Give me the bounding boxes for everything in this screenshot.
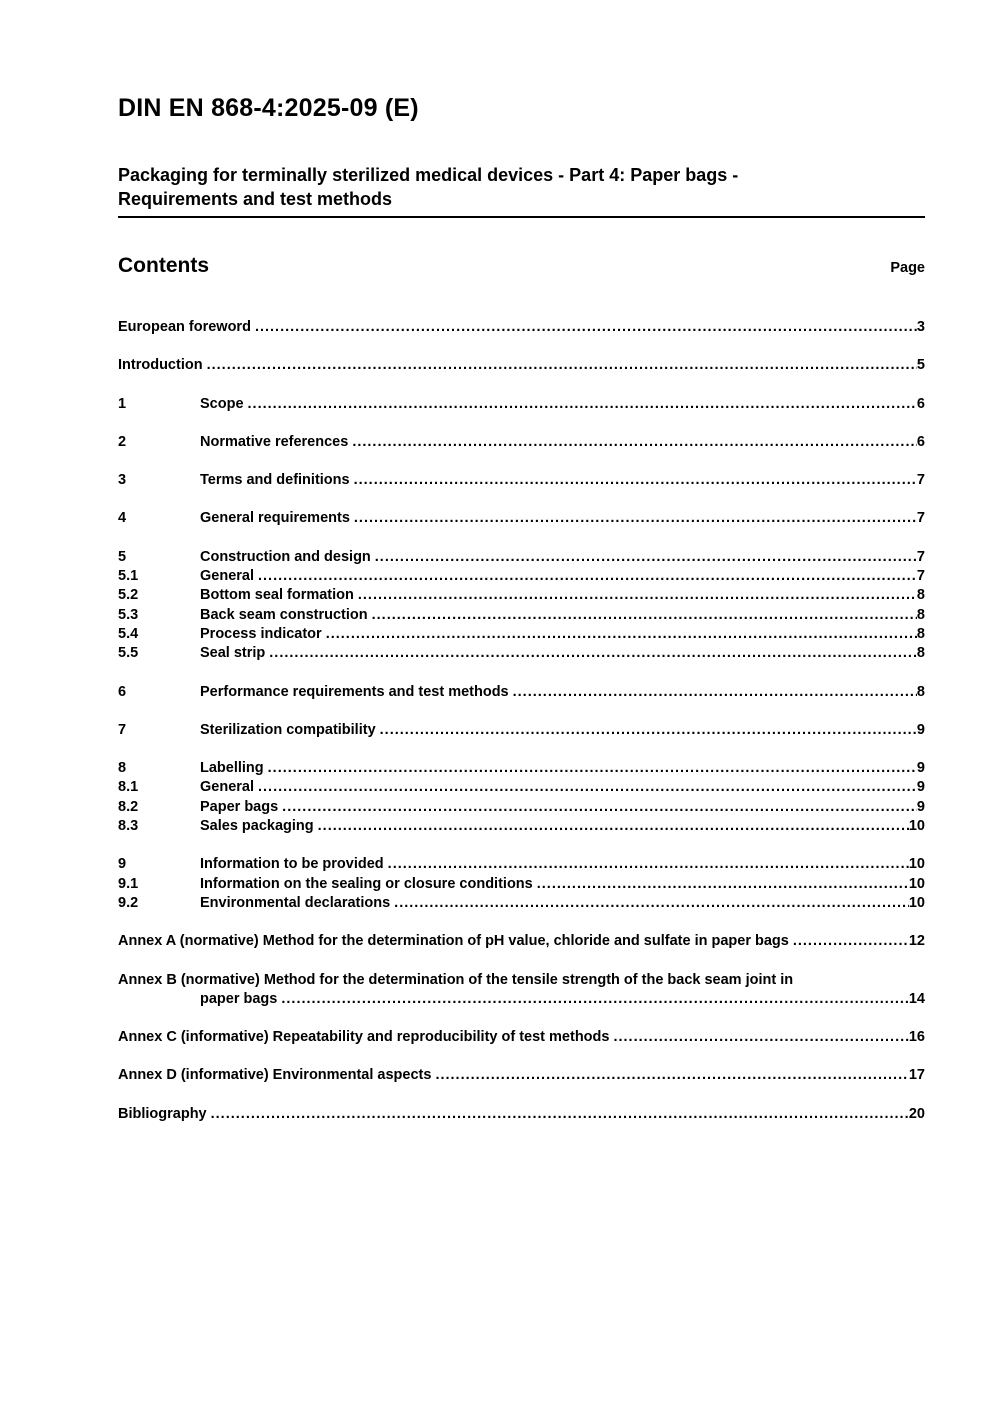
page-column-label: Page — [890, 260, 925, 276]
toc-entry[interactable] — [118, 395, 925, 414]
toc-leader-dots — [793, 932, 909, 951]
toc-entry-title: Terms and definitions — [200, 472, 350, 489]
toc-entry-page: 7 — [916, 568, 925, 585]
toc-entry[interactable] — [118, 894, 925, 913]
toc-entry-page: 10 — [908, 856, 925, 873]
toc-entry-page: 8 — [916, 587, 925, 604]
toc-entry-page: 3 — [916, 319, 925, 335]
toc-entry-page: 12 — [908, 933, 925, 950]
toc-entry-page: 9 — [916, 721, 925, 738]
toc-entry-number: 2 — [118, 433, 127, 450]
toc-entry-title: Annex B (normative) Method for the determination of the tensile strength of the back seam joint in — [118, 971, 794, 988]
toc-leader-dots — [513, 683, 917, 702]
toc-entry-title: Labelling — [200, 760, 264, 777]
toc-entry-title: Annex A (normative) Method for the determination of pH value, chloride and sulfate in paper bags — [118, 933, 789, 950]
toc-leader-dots — [268, 759, 917, 778]
toc-entry[interactable] — [118, 318, 925, 337]
toc-leader-dots — [326, 625, 917, 644]
toc-leader-dots — [207, 356, 917, 375]
toc-entry-title: General requirements — [200, 510, 350, 527]
toc-entry[interactable] — [118, 683, 925, 702]
toc-entry[interactable] — [118, 644, 925, 663]
toc-entry-title: Construction and design — [200, 548, 371, 565]
toc-entry[interactable] — [118, 586, 925, 605]
toc-list — [118, 318, 925, 1124]
document-title-line-2: Requirements and test methods — [118, 189, 393, 209]
document-id: DIN EN 868-4:2025-09 (E) — [118, 94, 419, 122]
toc-entry-title: Normative references — [200, 433, 349, 450]
toc-entry-number: 5.1 — [118, 568, 139, 585]
toc-leader-dots — [258, 778, 917, 797]
toc-entry[interactable] — [118, 509, 925, 528]
toc-entry-number: 5.5 — [118, 645, 139, 662]
toc-entry-title: Sales packaging — [200, 818, 314, 835]
toc-entry-title: Information to be provided — [200, 856, 384, 873]
toc-entry-number: 8.2 — [118, 798, 139, 815]
toc-leader-dots — [281, 990, 909, 1009]
toc-entry-title: Annex C (informative) Repeatability and reproducibility of test methods — [118, 1029, 610, 1046]
toc-entry[interactable] — [118, 548, 925, 567]
toc-entry-number: 6 — [118, 683, 127, 700]
toc-entry-page: 7 — [916, 472, 925, 489]
toc-entry-title: Process indicator — [200, 625, 322, 642]
toc-entry-title: Performance requirements and test methods — [200, 683, 509, 700]
toc-leader-dots — [358, 586, 917, 605]
toc-entry[interactable] — [118, 817, 925, 836]
toc-leader-dots — [318, 817, 909, 836]
document-title-line-1: Packaging for terminally sterilized medical devices - Part 4: Paper bags - — [118, 165, 739, 185]
toc-leader-dots — [354, 509, 917, 528]
toc-leader-dots — [269, 644, 917, 663]
toc-entry-number: 5.3 — [118, 606, 139, 623]
toc-entry[interactable] — [118, 971, 925, 990]
toc-entry-page: 9 — [916, 760, 925, 777]
toc-entry-page: 6 — [916, 433, 925, 450]
toc-entry-page: 14 — [908, 990, 925, 1007]
toc-entry-page: 16 — [908, 1029, 925, 1046]
toc-entry-number: 5.4 — [118, 625, 139, 642]
toc-leader-dots — [352, 433, 917, 452]
toc-entry-number: 7 — [118, 721, 127, 738]
toc-entry[interactable] — [118, 1105, 925, 1124]
toc-entry-title: Bibliography — [118, 1105, 207, 1122]
toc-entry-page: 6 — [916, 395, 925, 412]
toc-entry-page: 10 — [908, 875, 925, 892]
toc-entry[interactable] — [118, 759, 925, 778]
toc-entry-number: 5 — [118, 548, 127, 565]
toc-entry-number: 9 — [118, 856, 127, 873]
toc-entry-page: 5 — [916, 357, 925, 374]
toc-entry-page: 10 — [908, 818, 925, 835]
toc-entry-number: 9.2 — [118, 894, 139, 911]
toc-entry[interactable] — [118, 471, 925, 490]
toc-entry-page: 8 — [916, 645, 925, 662]
toc-entry-page: 7 — [916, 548, 925, 565]
toc-entry-title: European foreword — [118, 319, 251, 335]
toc-entry[interactable] — [118, 990, 925, 1009]
toc-entry[interactable] — [118, 855, 925, 874]
toc-entry-title: Back seam construction — [200, 606, 368, 623]
toc-entry[interactable] — [118, 932, 925, 951]
contents-header — [118, 254, 925, 278]
toc-entry-number: 8 — [118, 760, 127, 777]
toc-entry[interactable] — [118, 778, 925, 797]
toc-entry[interactable] — [118, 433, 925, 452]
toc-leader-dots — [537, 875, 909, 894]
toc-entry[interactable] — [118, 1066, 925, 1085]
toc-entry-page: 20 — [908, 1105, 925, 1122]
toc-entry-number: 8.3 — [118, 818, 139, 835]
toc-entry-page: 8 — [916, 683, 925, 700]
toc-entry[interactable] — [118, 625, 925, 644]
toc-entry[interactable] — [118, 875, 925, 894]
toc-entry-number: 8.1 — [118, 779, 139, 796]
toc-entry-title: General — [200, 568, 254, 585]
toc-entry-title: Annex D (informative) Environmental aspects — [118, 1067, 432, 1084]
toc-entry-title: Environmental declarations — [200, 894, 391, 911]
toc-leader-dots — [354, 471, 917, 490]
toc-entry-title: paper bags — [200, 990, 278, 1007]
toc-entry-title: Introduction — [118, 357, 203, 374]
contents-heading: Contents — [118, 254, 209, 277]
toc-entry-number: 4 — [118, 510, 127, 527]
toc-leader-dots — [613, 1028, 908, 1047]
toc-entry[interactable] — [118, 1028, 925, 1047]
toc-leader-dots — [380, 721, 917, 740]
document-title — [118, 163, 925, 218]
toc-entry-page: 8 — [916, 625, 925, 642]
toc-entry[interactable] — [118, 721, 925, 740]
toc-entry[interactable] — [118, 356, 925, 375]
toc-leader-dots — [255, 318, 917, 337]
toc-entry-title: Bottom seal formation — [200, 587, 354, 604]
toc-entry-number: 3 — [118, 472, 127, 489]
toc-entry-number: 9.1 — [118, 875, 139, 892]
toc-entry-page: 7 — [916, 510, 925, 527]
toc-leader-dots — [258, 567, 917, 586]
toc-leader-dots — [372, 606, 917, 625]
toc-entry-title: Scope — [200, 395, 244, 412]
toc-leader-dots — [388, 855, 909, 874]
toc-leader-dots — [282, 798, 917, 817]
toc-leader-dots — [248, 395, 917, 414]
toc-entry-number: 5.2 — [118, 587, 139, 604]
toc-entry-page: 9 — [916, 798, 925, 815]
toc-leader-dots — [394, 894, 909, 913]
toc-entry-page: 9 — [916, 779, 925, 796]
toc-entry[interactable] — [118, 567, 925, 586]
toc-entry-title: Information on the sealing or closure conditions — [200, 875, 533, 892]
toc-leader-dots — [211, 1105, 909, 1124]
toc-entry[interactable] — [118, 798, 925, 817]
toc-entry-page: 17 — [908, 1067, 925, 1084]
toc-entry[interactable] — [118, 606, 925, 625]
toc-leader-dots — [435, 1066, 908, 1085]
toc-entry-title: Paper bags — [200, 798, 279, 815]
toc-entry-page: 8 — [916, 606, 925, 623]
toc-entry-number: 1 — [118, 395, 127, 412]
toc-entry-title: General — [200, 779, 254, 796]
toc-entry-title: Seal strip — [200, 645, 266, 662]
toc-leader-dots — [375, 548, 917, 567]
toc-entry-page: 10 — [908, 894, 925, 911]
toc-entry-title: Sterilization compatibility — [200, 721, 376, 738]
